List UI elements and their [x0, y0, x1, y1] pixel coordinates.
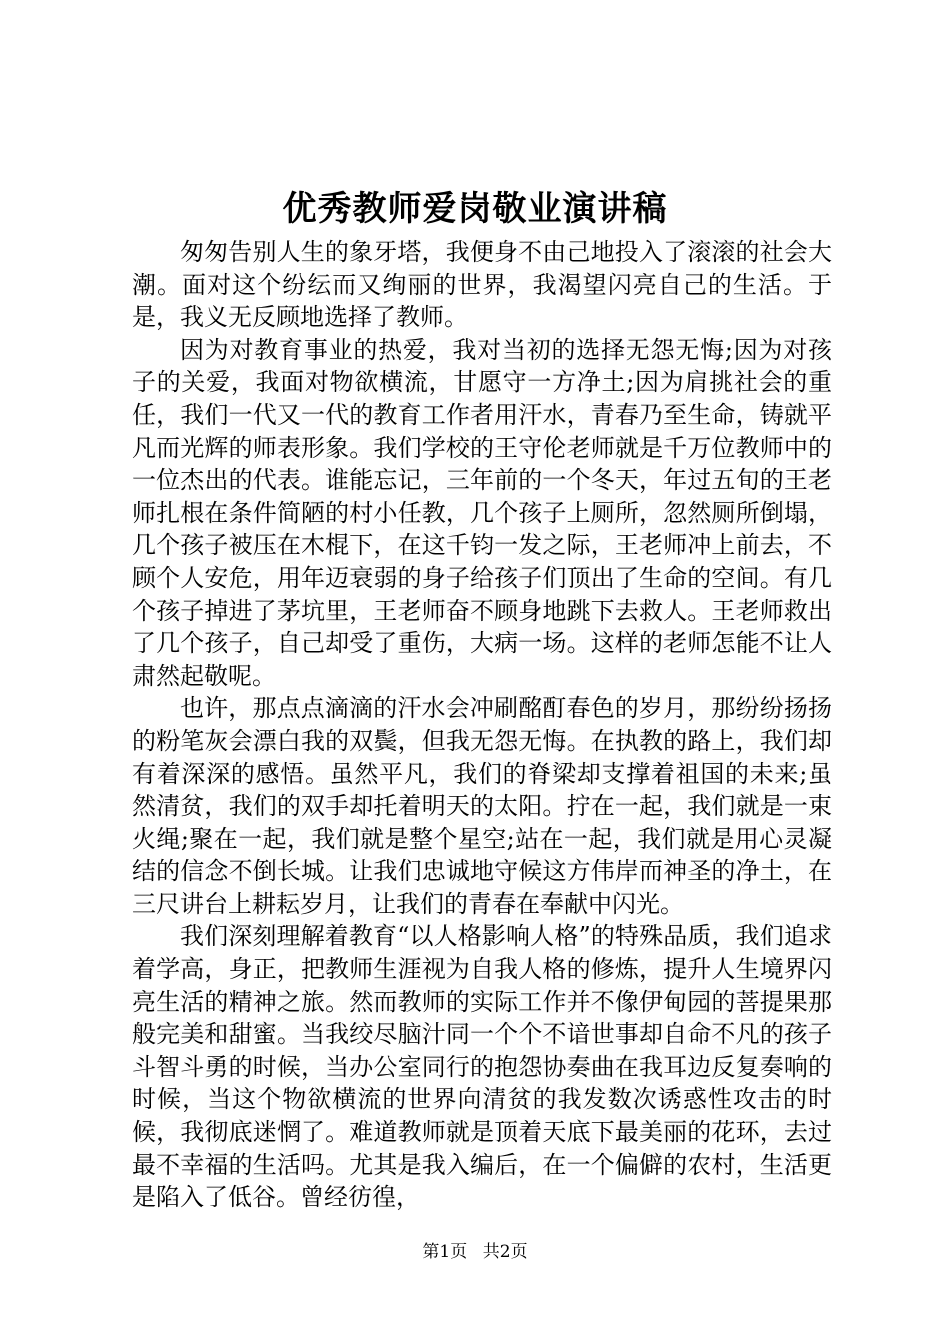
paragraph-3: 也许，那点点滴滴的汗水会冲刷酩酊春色的岁月，那纷纷扬扬的粉笔灰会漂白我的双鬓，但我无怨无悔。在执教的路上，我们却有着深深的感悟。虽然平凡，我们的脊梁却支撑着祖国的未来;虽然清贫，我们的双手却托着明天的太阳。拧在一起，我们就是一束火绳;聚在一起，我们就是整个星空;站在一起，我们就是用心灵凝结的信念不倒长城。让我们忠诚地守候这方伟岸而神圣的净土，在三尺讲台上耕耘岁月，让我们的青春在奉献中闪光。 [132, 694, 832, 918]
paragraph-4: 我们深刻理解着教育“以人格影响人格”的特殊品质，我们追求着学高，身正，把教师生涯视为自我人格的修炼，提升人生境界闪亮生活的精神之旅。然而教师的实际工作并不像伊甸园的菩提果那般完美和甜蜜。当我绞尽脑汁同一个个不谙世事却自命不凡的孩子斗智斗勇的时候，当办公室同行的抱怨协奏曲在我耳边反复奏响的时候，当这个物欲横流的世界向清贫的我发数次诱惑性攻击的时候，我彻底迷惘了。难道教师就是顶着天底下最美丽的花环，去过最不幸福的生活吗。尤其是我入编后，在一个偏僻的农村，生活更是陷入了低谷。曾经彷徨， [132, 922, 832, 1212]
page-total: 共2页 [482, 1242, 528, 1262]
paragraph-1: 匆匆告别人生的象牙塔，我便身不由己地投入了滚滚的社会大潮。面对这个纷纭而又绚丽的世界，我渴望闪亮自己的生活。于是，我义无反顾地选择了教师。 [132, 238, 832, 332]
page-footer [0, 1241, 950, 1263]
document-body [132, 236, 832, 1214]
page-number: 第1页 [422, 1242, 468, 1262]
paragraph-2: 因为对教育事业的热爱，我对当初的选择无怨无悔;因为对孩子的关爱，我面对物欲横流，甘愿守一方净土;因为肩挑社会的重任，我们一代又一代的教育工作者用汗水，青春乃至生命，铸就平凡而光辉的师表形象。我们学校的王守伦老师就是千万位教师中的一位杰出的代表。谁能忘记，三年前的一个冬天，年过五旬的王老师扎根在条件简陋的村小任教，几个孩子上厕所，忽然厕所倒塌，几个孩子被压在木棍下，在这千钧一发之际，王老师冲上前去，不顾个人安危，用年迈衰弱的身子给孩子们顶出了生命的空间。有几个孩子掉进了茅坑里，王老师奋不顾身地跳下去救人。王老师救出了几个孩子，自己却受了重伤，大病一场。这样的老师怎能不让人肃然起敬呢。 [132, 335, 832, 690]
document-title: 优秀教师爱岗敬业演讲稿 [282, 189, 668, 229]
